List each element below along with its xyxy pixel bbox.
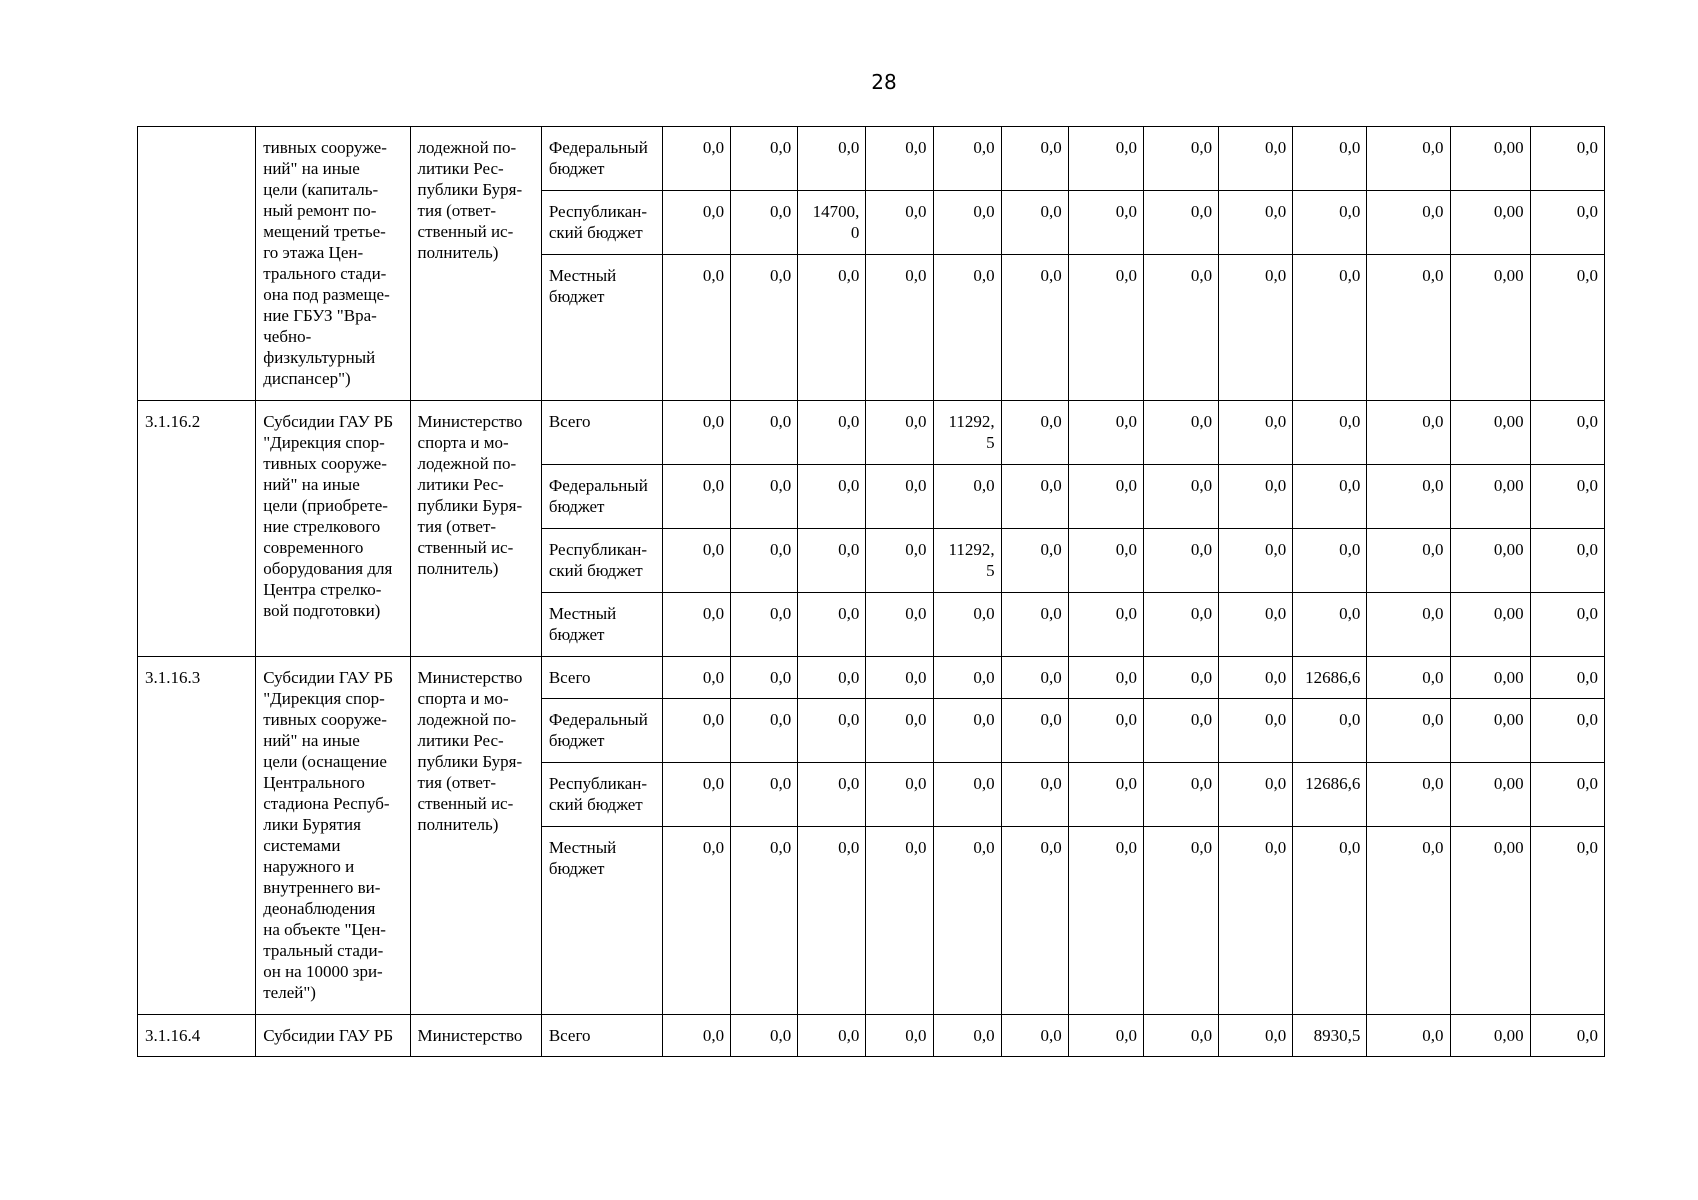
funding-source: Всего [541,401,662,465]
value-cell: 0,0 [663,827,731,1015]
value-cell: 0,0 [933,827,1001,1015]
value-cell: 0,0 [933,763,1001,827]
value-cell: 0,0 [933,127,1001,191]
measure-description: Субсидии ГАУ РБ "Дирекция спор- тивных сооруже- ний" на иные цели (оснащение Центрального стадиона Респуб- лики Бурятия системами наружного и внутреннего ви- деонаблюдения на объекте "Цен- тральный стади- он на 10000 зри- телей") [256,657,410,1015]
value-cell: 0,0 [1367,763,1450,827]
value-cell: 14700, 0 [798,191,866,255]
value-cell: 0,0 [731,529,798,593]
value-cell: 0,0 [663,1015,731,1057]
value-cell: 0,0 [798,401,866,465]
value-cell: 0,0 [866,593,933,657]
measure-description: тивных сооруже- ний" на иные цели (капиталь- ный ремонт по- мещений третье- го этажа Цен- трального стади- она под размеще- ние ГБУЗ "Вра- чебно- физкультурный диспансер") [256,127,410,401]
value-cell: 0,0 [663,127,731,191]
funding-source: Республикан- ский бюджет [541,529,662,593]
value-cell: 0,00 [1450,827,1530,1015]
value-cell: 0,0 [1293,401,1367,465]
value-cell: 0,00 [1450,593,1530,657]
value-cell: 0,0 [1219,699,1293,763]
value-cell: 0,0 [1219,657,1293,699]
measure-description: Субсидии ГАУ РБ "Дирекция спор- тивных сооруже- ний" на иные цели (приобрете- ние стрелкового современного оборудования для Центра стрелко- вой подготовки) [256,401,410,657]
value-cell: 0,0 [866,827,933,1015]
value-cell: 0,0 [798,1015,866,1057]
value-cell: 0,0 [1068,255,1143,401]
value-cell: 0,0 [1068,699,1143,763]
value-cell: 0,0 [798,699,866,763]
value-cell: 0,0 [1143,401,1218,465]
value-cell: 0,0 [1367,191,1450,255]
value-cell: 0,0 [1293,699,1367,763]
table-row [138,1015,1605,1057]
value-cell: 0,0 [1143,1015,1218,1057]
value-cell: 0,0 [731,827,798,1015]
value-cell: 0,0 [1001,465,1068,529]
value-cell: 0,0 [1143,699,1218,763]
value-cell: 0,0 [1001,127,1068,191]
value-cell: 0,0 [798,465,866,529]
value-cell: 0,0 [1530,401,1604,465]
value-cell: 0,0 [1068,593,1143,657]
value-cell: 0,0 [1001,255,1068,401]
funding-source: Республикан- ский бюджет [541,191,662,255]
value-cell: 0,0 [866,191,933,255]
budget-table [137,126,1605,1057]
value-cell: 0,0 [1001,1015,1068,1057]
value-cell: 0,0 [1219,255,1293,401]
value-cell: 0,0 [1530,657,1604,699]
value-cell: 0,0 [933,699,1001,763]
value-cell: 0,0 [731,699,798,763]
value-cell: 12686,6 [1293,763,1367,827]
row-code [138,127,256,401]
value-cell: 0,0 [663,465,731,529]
value-cell: 0,0 [1530,465,1604,529]
value-cell: 0,0 [731,401,798,465]
row-code: 3.1.16.4 [138,1015,256,1057]
value-cell: 0,0 [663,401,731,465]
value-cell: 0,0 [731,191,798,255]
value-cell: 0,0 [1530,255,1604,401]
value-cell: 0,0 [731,1015,798,1057]
value-cell: 0,0 [1219,593,1293,657]
value-cell: 0,00 [1450,1015,1530,1057]
value-cell: 0,0 [731,657,798,699]
value-cell: 0,0 [866,763,933,827]
value-cell: 0,00 [1450,401,1530,465]
value-cell: 0,0 [1143,827,1218,1015]
value-cell: 0,0 [933,1015,1001,1057]
row-code: 3.1.16.2 [138,401,256,657]
value-cell: 0,0 [1068,465,1143,529]
value-cell: 0,0 [933,191,1001,255]
value-cell: 0,0 [1001,657,1068,699]
value-cell: 0,0 [1219,827,1293,1015]
value-cell: 0,0 [1068,191,1143,255]
value-cell: 0,0 [1001,763,1068,827]
value-cell: 0,0 [1068,401,1143,465]
value-cell: 0,0 [731,763,798,827]
value-cell: 0,0 [1293,593,1367,657]
value-cell: 0,0 [866,657,933,699]
value-cell: 0,0 [1530,827,1604,1015]
value-cell: 0,0 [663,191,731,255]
value-cell: 0,0 [663,763,731,827]
value-cell: 0,0 [1367,401,1450,465]
value-cell: 0,0 [1219,191,1293,255]
value-cell: 0,0 [1293,127,1367,191]
value-cell: 0,0 [731,465,798,529]
responsible-executor: Министерство спорта и мо- лодежной по- литики Рес- публики Буря- тия (ответ- ственный ис- полнитель) [410,657,541,1015]
value-cell: 0,0 [1293,529,1367,593]
value-cell: 8930,5 [1293,1015,1367,1057]
value-cell: 0,0 [731,255,798,401]
value-cell: 0,0 [663,255,731,401]
value-cell: 0,0 [1367,255,1450,401]
value-cell: 0,0 [731,127,798,191]
value-cell: 0,0 [866,529,933,593]
value-cell: 0,00 [1450,465,1530,529]
funding-source: Федеральный бюджет [541,127,662,191]
value-cell: 0,0 [798,127,866,191]
value-cell: 0,0 [1367,827,1450,1015]
value-cell: 0,00 [1450,657,1530,699]
responsible-executor: Министерство спорта и мо- лодежной по- литики Рес- публики Буря- тия (ответ- ственный ис- полнитель) [410,401,541,657]
value-cell: 0,0 [798,529,866,593]
value-cell: 0,0 [1367,465,1450,529]
value-cell: 0,00 [1450,127,1530,191]
value-cell: 11292, 5 [933,401,1001,465]
value-cell: 0,0 [1530,699,1604,763]
value-cell: 0,0 [1143,255,1218,401]
measure-description: Субсидии ГАУ РБ [256,1015,410,1057]
value-cell: 0,0 [866,401,933,465]
value-cell: 0,0 [1530,593,1604,657]
value-cell: 0,0 [866,127,933,191]
value-cell: 0,0 [1219,763,1293,827]
value-cell: 0,0 [1219,465,1293,529]
value-cell: 0,0 [1068,827,1143,1015]
value-cell: 0,0 [933,657,1001,699]
value-cell: 0,0 [933,593,1001,657]
table-row [138,401,1605,465]
value-cell: 0,0 [1068,1015,1143,1057]
value-cell: 0,0 [663,529,731,593]
value-cell: 0,0 [1068,763,1143,827]
funding-source: Местный бюджет [541,255,662,401]
value-cell: 0,0 [1068,127,1143,191]
value-cell: 0,0 [1219,127,1293,191]
value-cell: 0,0 [1001,593,1068,657]
value-cell: 0,0 [798,827,866,1015]
value-cell: 0,0 [933,465,1001,529]
value-cell: 0,0 [1143,191,1218,255]
funding-source: Местный бюджет [541,593,662,657]
value-cell: 0,0 [1293,827,1367,1015]
responsible-executor: лодежной по- литики Рес- публики Буря- тия (ответ- ственный ис- полнитель) [410,127,541,401]
responsible-executor: Министерство [410,1015,541,1057]
funding-source: Республикан- ский бюджет [541,763,662,827]
value-cell: 0,0 [1530,763,1604,827]
value-cell: 0,0 [1293,255,1367,401]
value-cell: 0,0 [663,699,731,763]
value-cell: 0,0 [731,593,798,657]
value-cell: 0,0 [798,657,866,699]
table-row [138,657,1605,699]
value-cell: 0,0 [1293,191,1367,255]
value-cell: 0,0 [1367,593,1450,657]
value-cell: 0,00 [1450,529,1530,593]
value-cell: 0,0 [1530,1015,1604,1057]
value-cell: 0,0 [1293,465,1367,529]
value-cell: 0,0 [798,763,866,827]
value-cell: 0,0 [1001,529,1068,593]
value-cell: 0,0 [663,657,731,699]
funding-source: Федеральный бюджет [541,699,662,763]
value-cell: 0,0 [866,1015,933,1057]
value-cell: 0,0 [1001,827,1068,1015]
value-cell: 0,0 [1143,763,1218,827]
value-cell: 0,0 [1530,529,1604,593]
funding-source: Всего [541,657,662,699]
value-cell: 0,0 [1143,127,1218,191]
value-cell: 0,0 [1367,529,1450,593]
value-cell: 0,0 [663,593,731,657]
value-cell: 12686,6 [1293,657,1367,699]
page-number: 28 [871,70,897,94]
value-cell: 0,0 [1001,401,1068,465]
value-cell: 0,0 [1068,657,1143,699]
value-cell: 0,0 [1530,127,1604,191]
value-cell: 0,0 [1219,529,1293,593]
value-cell: 0,0 [866,699,933,763]
value-cell: 0,0 [1367,699,1450,763]
value-cell: 0,0 [1001,699,1068,763]
value-cell: 0,0 [866,255,933,401]
table-row [138,127,1605,191]
value-cell: 0,00 [1450,763,1530,827]
value-cell: 0,0 [1143,529,1218,593]
funding-source: Всего [541,1015,662,1057]
value-cell: 0,0 [1001,191,1068,255]
value-cell: 0,0 [1219,401,1293,465]
value-cell: 0,0 [1219,1015,1293,1057]
row-code: 3.1.16.3 [138,657,256,1015]
value-cell: 0,0 [1367,127,1450,191]
value-cell: 0,0 [1367,657,1450,699]
value-cell: 0,0 [1068,529,1143,593]
value-cell: 0,0 [1530,191,1604,255]
funding-source: Федеральный бюджет [541,465,662,529]
value-cell: 11292, 5 [933,529,1001,593]
value-cell: 0,0 [1143,593,1218,657]
value-cell: 0,0 [933,255,1001,401]
value-cell: 0,0 [798,593,866,657]
value-cell: 0,0 [1143,657,1218,699]
value-cell: 0,00 [1450,191,1530,255]
value-cell: 0,0 [1143,465,1218,529]
value-cell: 0,0 [866,465,933,529]
value-cell: 0,0 [1367,1015,1450,1057]
funding-source: Местный бюджет [541,827,662,1015]
value-cell: 0,00 [1450,255,1530,401]
value-cell: 0,00 [1450,699,1530,763]
value-cell: 0,0 [798,255,866,401]
